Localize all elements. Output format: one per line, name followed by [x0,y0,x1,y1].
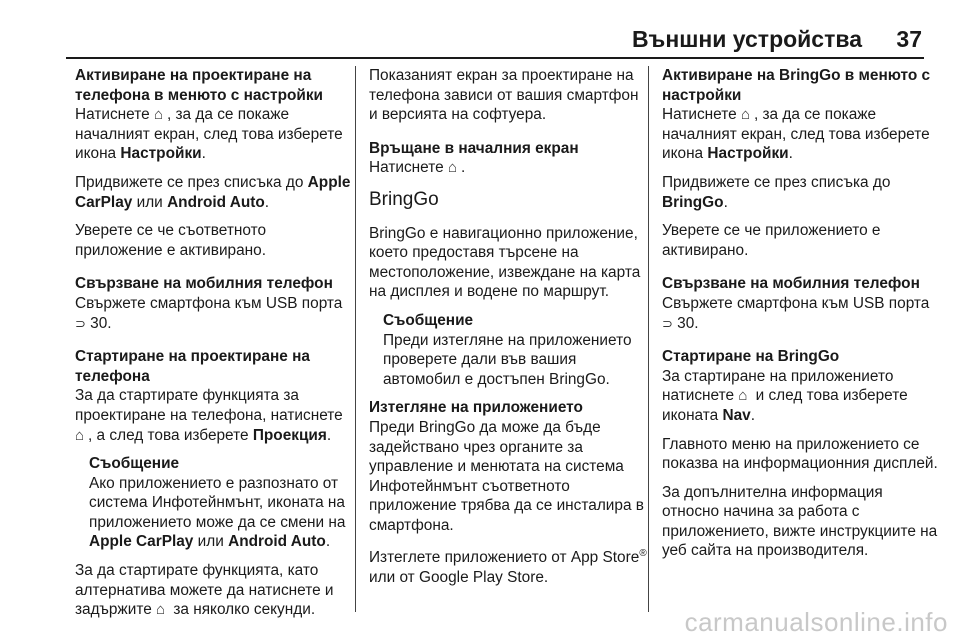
page-reference-icon: ⊃ [662,315,673,331]
column-divider-2 [648,66,649,612]
paragraph: Показаният екран за проектиране на телефона зависи от вашия смартфон и версията на софтуера. [369,67,639,124]
home-icon: ⌂ [153,106,163,124]
page-header-title: Външни устройства [631,26,862,52]
paragraph: Натиснете ⌂ , за да се покаже началният екран, след това изберете икона Настройки. [662,106,930,163]
heading-activate-bringgo: Активиране на BringGo в менюто с настройки [662,67,931,104]
header-rule [66,57,924,59]
paragraph: За допълнителна информация относно начина за работа с приложението, вижте инструкциите на уеб сайта на производителя. [662,483,938,560]
paragraph: Придвижете се през списъка до BringGo. [662,173,891,211]
paragraph: Главното меню на приложението се показва на информационния дисплей. [662,435,938,473]
page-number: 37 [896,26,922,52]
paragraph: Изтеглете приложението от App Store® или от Google Play Store. [369,548,647,587]
home-icon: ⌂ [738,387,748,405]
note-text: Преди изтегляне на приложението проверете дали във вашия автомобил е достъпен BringGo. [383,331,632,388]
paragraph: BringGo е навигационно приложение, което предоставя търсене на местоположение, извеждане на карта на дисплея и водене по маршрут. [369,224,641,301]
note-text: Ако приложението е разпознато от система Инфотейнмънт, иконата на приложението може да се смени на Apple CarPlay или Android Auto. [89,474,346,551]
paragraph: Уверете се че съответното приложение е активирано. [75,222,267,259]
heading-download-app: Изтегляне на приложението [369,399,583,417]
heading-return-home: Връщане в началния екран [369,139,579,157]
paragraph: Натиснете ⌂ , за да се покаже началният екран, след това изберете икона Настройки. [75,106,343,163]
column-divider-1 [355,66,356,612]
paragraph: Свържете смартфона към USB порта ⊃ 30. [662,294,930,332]
column-3 [662,66,940,570]
paragraph: Преди BringGo да може да бъде задействано чрез органите за управление и менютата на система Инфотейнмънт съответното приложение трябва да се инсталира в смартфона. [369,418,644,534]
column-2 [369,66,647,597]
note-title: Съобщение [89,455,180,473]
page-reference-icon: ⊃ [75,315,86,331]
home-icon: ⌂ [156,601,166,619]
paragraph: За да стартирате функцията, като алтернатива можете да натиснете и задържите ⌂ за няколко секунди. [75,562,334,619]
paragraph: Уверете се че приложението е активирано. [662,222,881,259]
heading-activate-projection: Активиране на проектиране на телефона в менюто с настройки [75,67,323,104]
paragraph: За стартиране на приложението натиснете ⌂ и след това изберете иконата Nav. [662,367,908,424]
section-title-bringgo: BringGo [369,188,439,210]
heading-connect-phone: Свързване на мобилния телефон [662,275,920,293]
heading-connect-phone: Свързване на мобилния телефон [75,275,333,293]
paragraph: Свържете смартфона към USB порта ⊃ 30. [75,294,343,332]
paragraph: За да стартирате функцията за проектиране на телефона, натиснете ⌂ , а след това изберете Проекция. [75,387,343,444]
paragraph: Придвижете се през списъка до Apple CarPlay или Android Auto. [75,173,351,211]
note-box [89,454,353,552]
note-box [383,311,647,389]
home-icon: ⌂ [447,159,457,177]
home-icon: ⌂ [740,106,750,124]
note-title: Съобщение [383,311,474,329]
watermark: carmanualsonline.info [684,607,948,637]
home-icon: ⌂ [75,426,85,444]
column-1 [75,66,353,629]
paragraph: Натиснете ⌂ . [369,159,466,177]
heading-start-bringgo: Стартиране на BringGo [662,348,840,366]
heading-start-projection: Стартиране на проектиране на телефона [75,348,310,385]
